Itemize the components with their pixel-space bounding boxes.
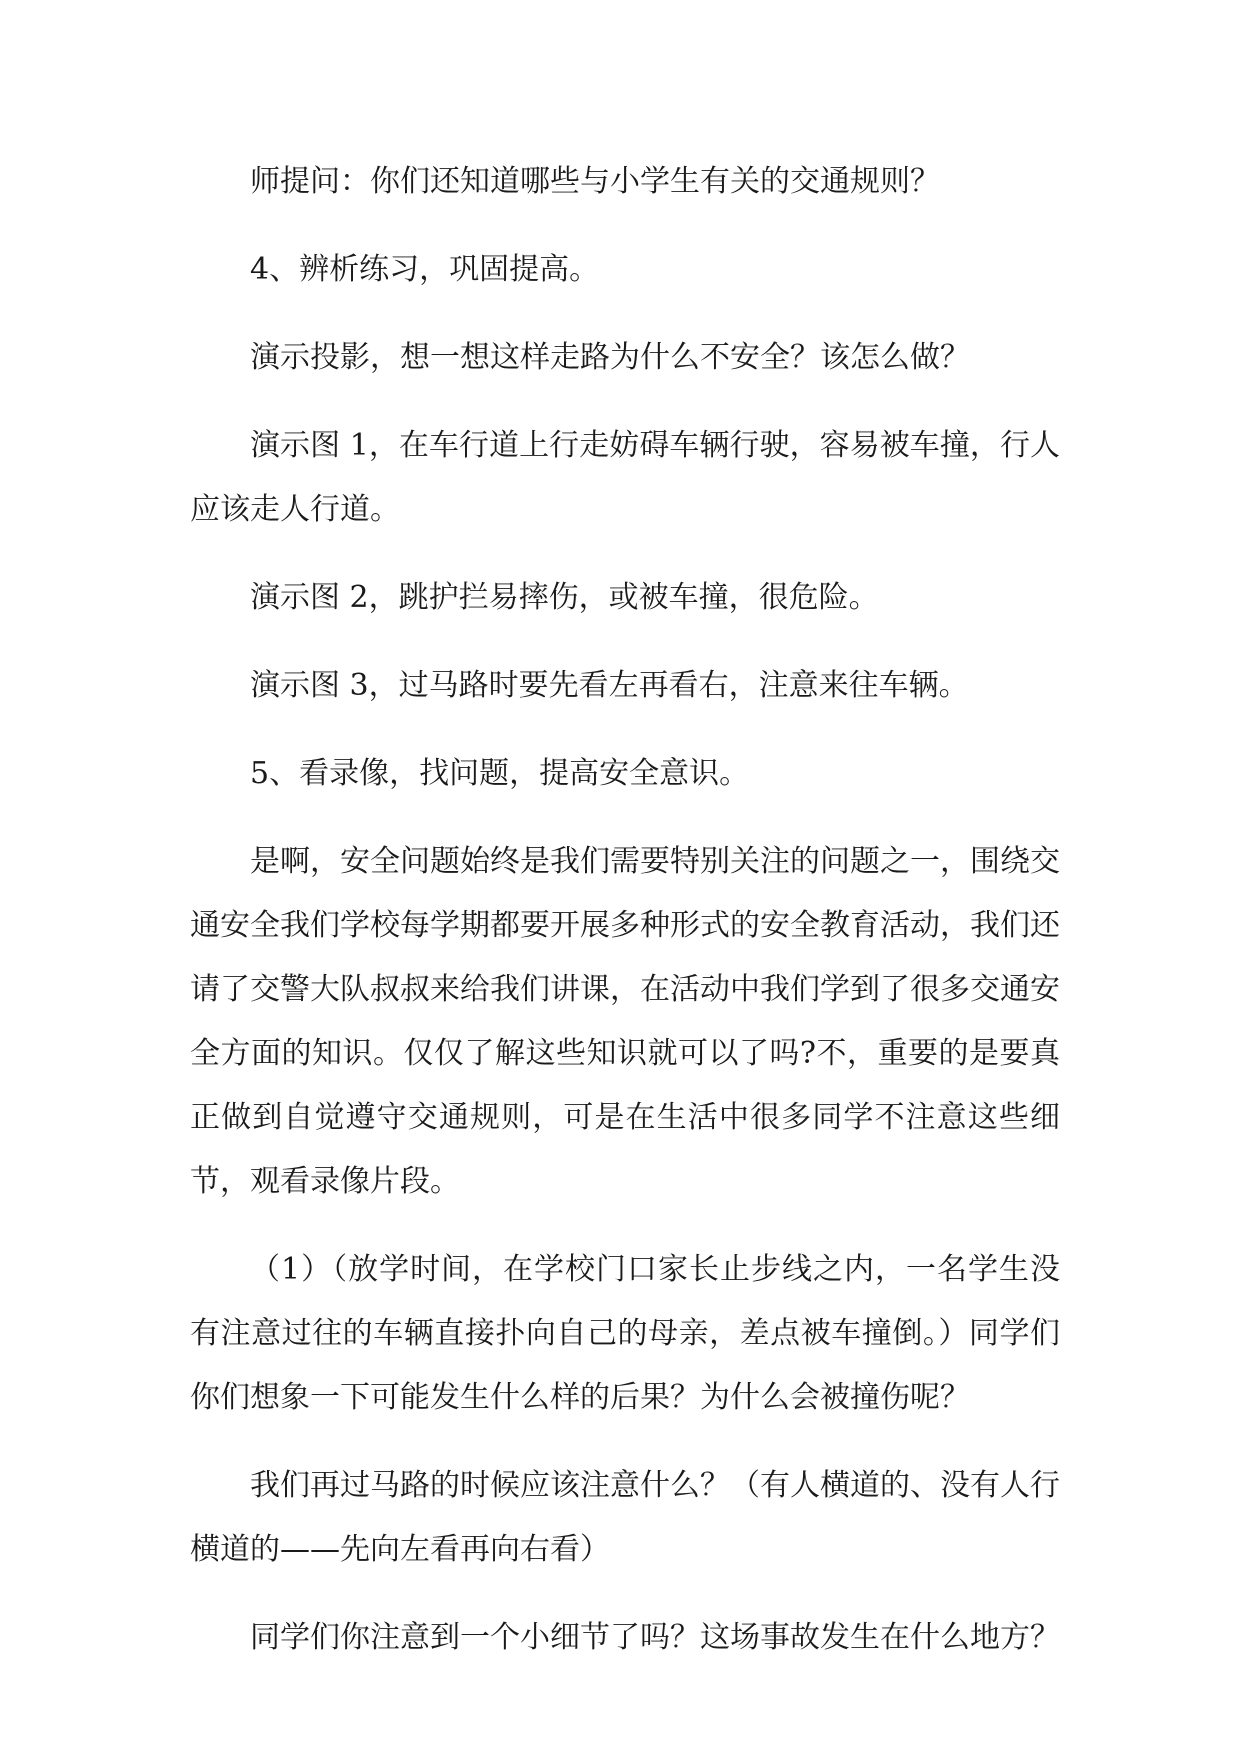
paragraph-projection: 演示投影，想一想这样走路为什么不安全？该怎么做？ bbox=[250, 340, 970, 375]
paragraph-teacher-question: 师提问：你们还知道哪些与小学生有关的交通规则？ bbox=[250, 164, 940, 199]
paragraph-step-4: 4、辨析练习，巩固提高。 bbox=[250, 252, 600, 287]
document-body bbox=[190, 150, 1060, 1694]
paragraph-safety-education: 是啊，安全问题始终是我们需要特别关注的问题之一，围绕交通安全我们学校每学期都要开展多种形式的安全教育活动，我们还请了交警大队叔叔来给我们讲课，在活动中我们学到了很多交通安全方面的知识。仅仅了解这些知识就可以了吗?不，重要的是要真正做到自觉遵守交通规则，可是在生活中很多同学不注意这些细节，观看录像片段。 bbox=[190, 844, 1060, 1199]
paragraph-video-clip-1: （1）（放学时间，在学校门口家长止步线之内，一名学生没有注意过往的车辆直接扑向自己的母亲，差点被车撞倒。）同学们你们想象一下可能发生什么样的后果？为什么会被撞伤呢？ bbox=[190, 1252, 1060, 1415]
paragraph-figure-3: 演示图 3，过马路时要先看左再看右，注意来往车辆。 bbox=[250, 668, 969, 703]
paragraph-step-5: 5、看录像，找问题，提高安全意识。 bbox=[250, 756, 750, 791]
paragraph-figure-1: 演示图 1，在车行道上行走妨碍车辆行驶，容易被车撞，行人应该走人行道。 bbox=[190, 428, 1060, 527]
paragraph-detail-question: 同学们你注意到一个小细节了吗？这场事故发生在什么地方？ bbox=[250, 1620, 1060, 1655]
paragraph-figure-2: 演示图 2，跳护拦易摔伤，或被车撞，很危险。 bbox=[250, 580, 879, 615]
paragraph-crossing-road: 我们再过马路的时候应该注意什么？（有人横道的、没有人行横道的——先向左看再向右看） bbox=[190, 1468, 1060, 1567]
